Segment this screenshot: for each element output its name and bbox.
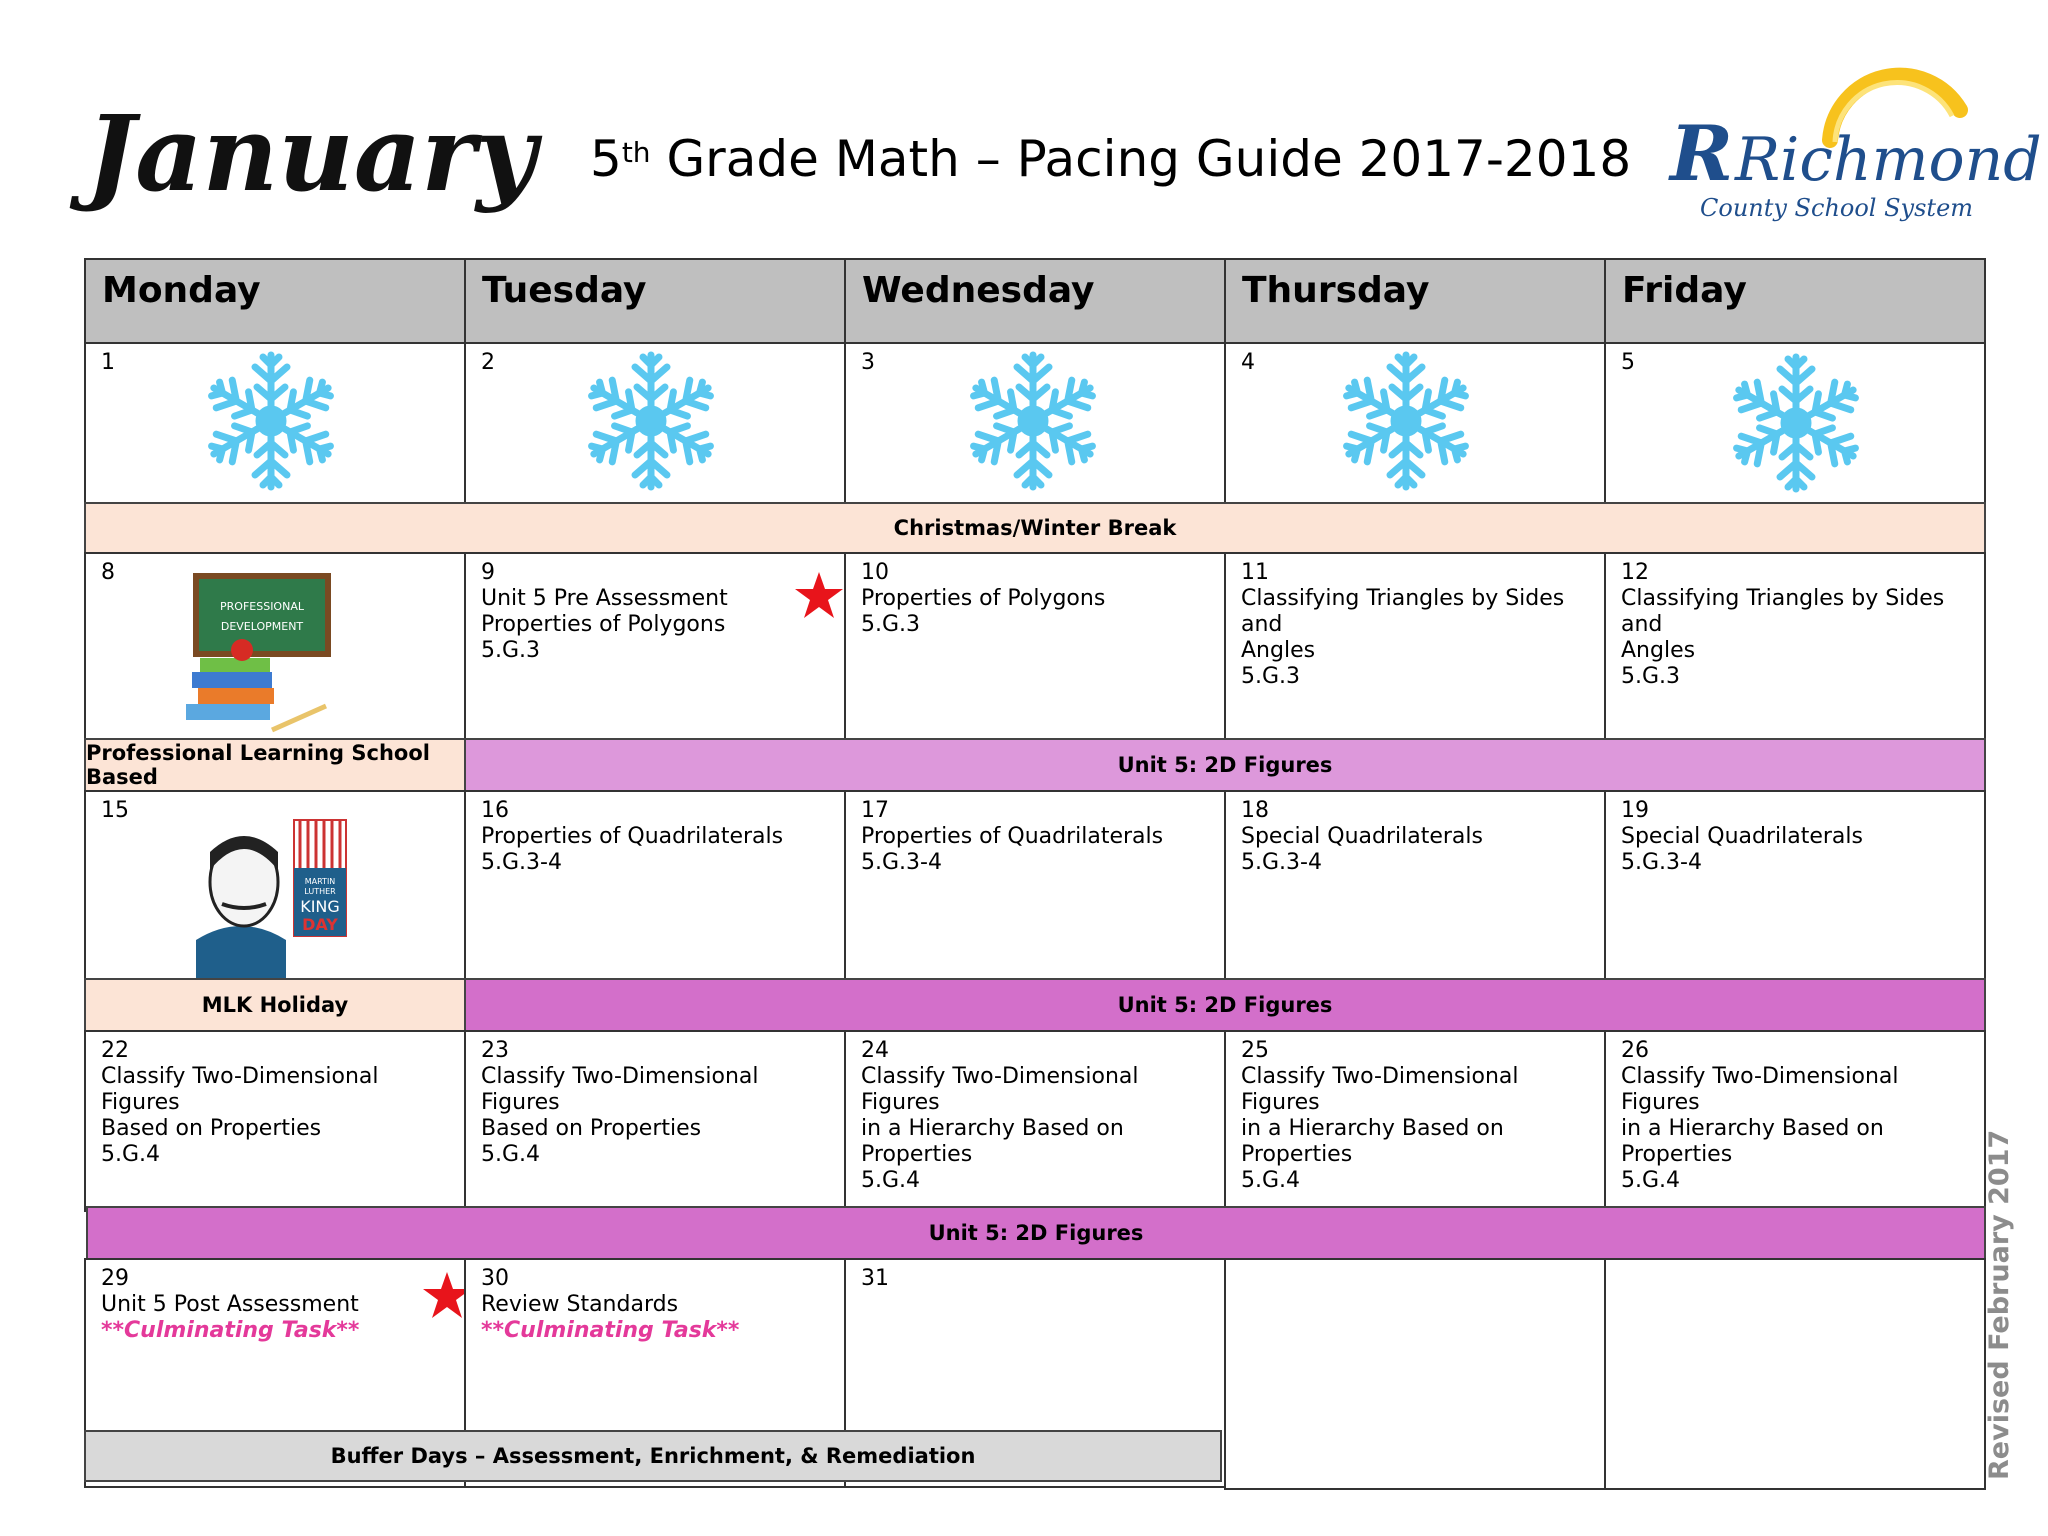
date-number: 25 — [1241, 1038, 1269, 1063]
date-number: 8 — [101, 560, 115, 585]
svg-text:KING: KING — [300, 897, 340, 916]
lesson-line: Classify Two-Dimensional Figures — [1241, 1064, 1526, 1115]
lesson-line: Angles — [1241, 638, 1316, 663]
unit-band: Unit 5: 2D Figures — [464, 738, 1986, 792]
lesson-line: Properties of Polygons — [861, 586, 1106, 611]
standard-code: 5.G.3 — [1621, 664, 1681, 689]
mlk-holiday-band: MLK Holiday — [84, 978, 466, 1032]
school-system-logo — [1660, 70, 2042, 230]
standard-code: 5.G.3-4 — [1621, 850, 1702, 875]
standard-code: 5.G.3 — [1241, 664, 1301, 689]
lesson-line: Based on Properties — [101, 1116, 322, 1141]
day-cell — [1604, 342, 1986, 504]
svg-text:R: R — [1670, 109, 1734, 198]
day-cell — [1224, 552, 1606, 740]
date-number: 9 — [481, 560, 495, 585]
lesson-line: Classifying Triangles by Sides and — [1621, 586, 1952, 637]
day-cell — [844, 552, 1226, 740]
standard-code: 5.G.3 — [861, 612, 921, 637]
day-cell — [1604, 790, 1986, 980]
date-number: 26 — [1621, 1038, 1649, 1063]
lesson-line: Classify Two-Dimensional Figures — [1621, 1064, 1906, 1115]
day-cell — [84, 1030, 466, 1212]
date-number: 12 — [1621, 560, 1649, 585]
day-cell — [1604, 552, 1986, 740]
header-wednesday: Wednesday — [844, 258, 1226, 344]
empty-day-cell — [1224, 1258, 1606, 1490]
lesson-line: Properties — [1241, 1142, 1353, 1167]
date-number: 5 — [1621, 350, 1635, 375]
date-number: 17 — [861, 798, 889, 823]
standard-code: 5.G.4 — [861, 1168, 921, 1193]
lesson-line: Special Quadrilaterals — [1621, 824, 1863, 849]
culminating-task-label: **Culminating Task** — [481, 1318, 740, 1343]
date-number: 18 — [1241, 798, 1269, 823]
culminating-task-label: **Culminating Task** — [101, 1318, 360, 1343]
date-number: 15 — [101, 798, 129, 823]
lesson-line: in a Hierarchy Based on — [1241, 1116, 1504, 1141]
standard-code: 5.G.4 — [481, 1142, 541, 1167]
page-title: 5th Grade Math – Pacing Guide 2017-2018 — [590, 130, 1632, 188]
svg-text:DAY: DAY — [302, 915, 338, 934]
lesson-line: Properties of Polygons — [481, 612, 726, 637]
day-cell — [464, 342, 846, 504]
lesson-line: Special Quadrilaterals — [1241, 824, 1483, 849]
assessment-star-icon — [794, 570, 844, 620]
buffer-days-band: Buffer Days – Assessment, Enrichment, & Remediation — [84, 1430, 1222, 1482]
month-title-logo — [86, 90, 546, 240]
day-cell — [464, 552, 846, 740]
standard-code: 5.G.4 — [1241, 1168, 1301, 1193]
header-thursday: Thursday — [1224, 258, 1606, 344]
standard-code: 5.G.3-4 — [861, 850, 942, 875]
lesson-line: Classify Two-Dimensional Figures — [861, 1064, 1146, 1115]
svg-text:DEVELOPMENT: DEVELOPMENT — [220, 620, 304, 633]
date-number: 4 — [1241, 350, 1255, 375]
date-number: 23 — [481, 1038, 509, 1063]
snowflake-icon — [196, 346, 346, 496]
day-cell — [1224, 1030, 1606, 1212]
standard-code: 5.G.3-4 — [1241, 850, 1322, 875]
lesson-line: Angles — [1621, 638, 1696, 663]
winter-break-band: Christmas/Winter Break — [84, 502, 1986, 554]
day-cell — [1604, 1030, 1986, 1212]
lesson-line: Properties — [1621, 1142, 1733, 1167]
date-number: 2 — [481, 350, 495, 375]
date-number: 31 — [861, 1266, 889, 1291]
lesson-line: Classify Two-Dimensional Figures — [481, 1064, 766, 1115]
date-number: 30 — [481, 1266, 509, 1291]
professional-learning-band: Professional Learning School Based — [84, 738, 466, 792]
date-number: 16 — [481, 798, 509, 823]
lesson-line: Properties — [861, 1142, 973, 1167]
lesson-line: Unit 5 Post Assessment — [101, 1292, 359, 1317]
day-cell — [844, 342, 1226, 504]
standard-code: 5.G.3-4 — [481, 850, 562, 875]
svg-text:LUTHER: LUTHER — [304, 887, 336, 896]
lesson-line: Classify Two-Dimensional Figures — [101, 1064, 386, 1115]
lesson-line: Classifying Triangles by Sides and — [1241, 586, 1572, 637]
header-tuesday: Tuesday — [464, 258, 846, 344]
header-friday: Friday — [1604, 258, 1986, 344]
header-monday: Monday — [84, 258, 466, 344]
svg-text:January: January — [86, 92, 537, 215]
date-number: 19 — [1621, 798, 1649, 823]
svg-text:Richmond: Richmond — [1735, 125, 2042, 195]
day-cell — [84, 552, 466, 740]
standard-code: 5.G.4 — [101, 1142, 161, 1167]
unit-band: Unit 5: 2D Figures — [86, 1206, 1986, 1260]
day-cell — [844, 1030, 1226, 1212]
unit-band: Unit 5: 2D Figures — [464, 978, 1986, 1032]
day-cell — [844, 790, 1226, 980]
lesson-line: Based on Properties — [481, 1116, 702, 1141]
svg-text:County School System: County School System — [1700, 194, 1974, 222]
date-number: 29 — [101, 1266, 129, 1291]
day-cell — [84, 342, 466, 504]
lesson-line: Review Standards — [481, 1292, 679, 1317]
lesson-line: in a Hierarchy Based on — [861, 1116, 1124, 1141]
day-cell — [464, 1030, 846, 1212]
snowflake-icon — [1331, 346, 1481, 496]
snowflake-icon — [958, 346, 1108, 496]
lesson-line: in a Hierarchy Based on — [1621, 1116, 1884, 1141]
standard-code: 5.G.3 — [481, 638, 541, 663]
day-cell — [464, 790, 846, 980]
snowflake-icon — [1721, 348, 1871, 498]
snowflake-icon — [576, 346, 726, 496]
date-number: 10 — [861, 560, 889, 585]
lesson-line: Unit 5 Pre Assessment — [481, 586, 728, 611]
lesson-line: Properties of Quadrilaterals — [861, 824, 1164, 849]
date-number: 24 — [861, 1038, 889, 1063]
date-number: 22 — [101, 1038, 129, 1063]
revised-date-label: Revised February 2017 — [1984, 1129, 2015, 1480]
day-cell — [84, 790, 466, 980]
date-number: 3 — [861, 350, 875, 375]
professional-development-illustration — [176, 574, 336, 734]
day-cell — [1224, 790, 1606, 980]
date-number: 11 — [1241, 560, 1269, 585]
day-cell — [1224, 342, 1606, 504]
empty-day-cell — [1604, 1258, 1986, 1490]
date-number: 1 — [101, 350, 115, 375]
lesson-line: Properties of Quadrilaterals — [481, 824, 784, 849]
standard-code: 5.G.4 — [1621, 1168, 1681, 1193]
svg-text:PROFESSIONAL: PROFESSIONAL — [220, 600, 304, 613]
svg-text:MARTIN: MARTIN — [304, 877, 336, 886]
mlk-day-illustration — [196, 820, 366, 980]
